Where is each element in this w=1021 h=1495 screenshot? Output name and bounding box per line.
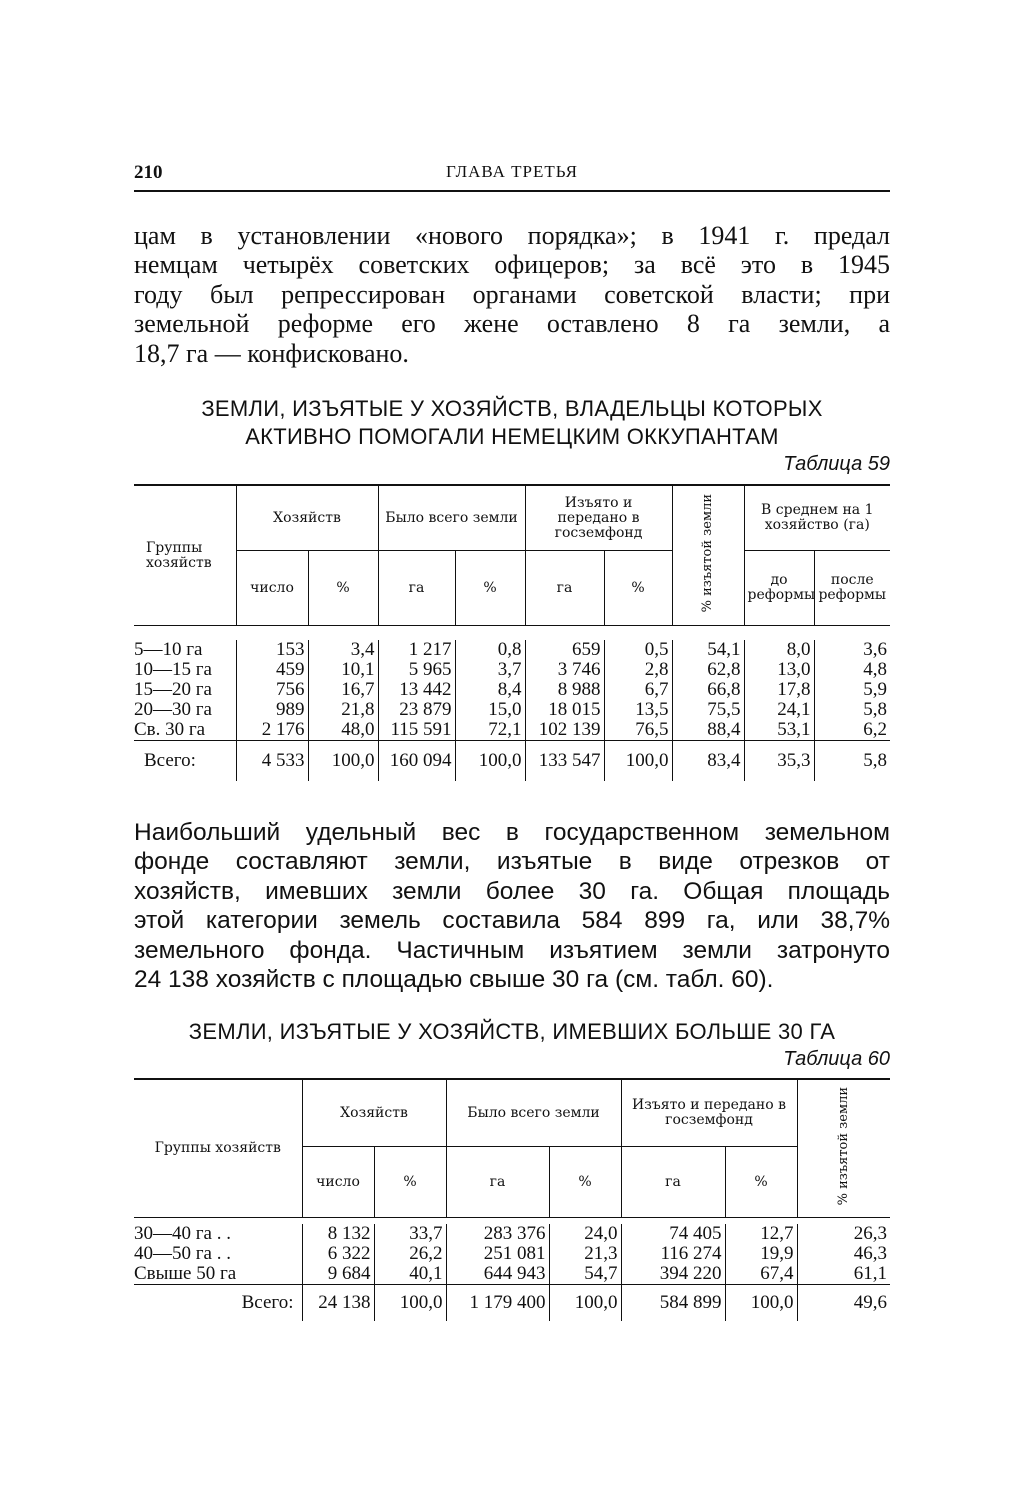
- cell: 5,8: [814, 741, 890, 782]
- table59: [134, 484, 890, 781]
- header-pct-seized: [672, 485, 744, 626]
- table-row: [134, 1244, 890, 1264]
- table-row: [134, 1224, 890, 1244]
- cell: 61,1: [797, 1264, 890, 1285]
- header-pct: %: [455, 551, 525, 626]
- cell: 9 684: [302, 1264, 374, 1285]
- header-farms: Хозяйств: [302, 1079, 446, 1147]
- header-pct-seized-text: % изъятой земли: [835, 1087, 851, 1206]
- table-row: [134, 1264, 890, 1285]
- cell: 8 132: [302, 1224, 374, 1244]
- cell: 8,0: [744, 640, 814, 660]
- cell: 989: [236, 700, 308, 720]
- total-label: Всего:: [241, 1292, 294, 1313]
- cell: 13 442: [378, 680, 455, 700]
- header-pct: %: [308, 551, 378, 626]
- cell: 133 547: [525, 741, 604, 782]
- cell: 459: [236, 660, 308, 680]
- cell: Св. 30 га: [134, 720, 236, 741]
- header-seized: Изъято и передано в госземфонд: [621, 1079, 797, 1147]
- header-pct: %: [604, 551, 672, 626]
- header-pct-seized: [797, 1079, 890, 1218]
- cell: 23 879: [378, 700, 455, 720]
- cell: 35,3: [744, 741, 814, 782]
- cell: 115 591: [378, 720, 455, 741]
- cell: 1 179 400: [446, 1285, 549, 1322]
- cell: 13,0: [744, 660, 814, 680]
- cell: 88,4: [672, 720, 744, 741]
- cell: 30—40 га . .: [134, 1223, 231, 1244]
- header-total-land: Было всего земли: [378, 485, 525, 551]
- cell: 10—15 га: [134, 659, 212, 680]
- chapter-title: ГЛАВА ТРЕТЬЯ: [446, 162, 578, 181]
- cell: 10,1: [308, 660, 378, 680]
- cell: 33,7: [374, 1224, 446, 1244]
- cell: 76,5: [604, 720, 672, 741]
- cell: 100,0: [604, 741, 672, 782]
- cell: 21,3: [549, 1244, 621, 1264]
- cell: 1 217: [378, 640, 455, 660]
- cell: 251 081: [446, 1244, 549, 1264]
- cell: 15—20 га: [134, 679, 212, 700]
- cell: 18 015: [525, 700, 604, 720]
- cell: 4,8: [814, 660, 890, 680]
- paragraph-line: Наибольший удельный вес в государственном земельном: [134, 819, 890, 846]
- cell: 153: [236, 640, 308, 660]
- paragraph-line: году был репрессирован органами советской власти; при: [134, 279, 890, 309]
- cell: 5 965: [378, 660, 455, 680]
- cell: 116 274: [621, 1244, 725, 1264]
- cell: 26,2: [374, 1244, 446, 1264]
- header-seized: Изъято и передано в госземфонд: [525, 485, 672, 551]
- cell: 5,9: [814, 680, 890, 700]
- cell: 3,4: [308, 640, 378, 660]
- cell: 3,7: [455, 660, 525, 680]
- cell: 66,8: [672, 680, 744, 700]
- cell: 21,8: [308, 700, 378, 720]
- table59-title: [134, 395, 890, 451]
- table60: [134, 1078, 890, 1321]
- cell: 6,2: [814, 720, 890, 741]
- table-row: [134, 720, 890, 741]
- cell: 74 405: [621, 1224, 725, 1244]
- header-after: после реформы: [814, 551, 890, 626]
- cell: 75,5: [672, 700, 744, 720]
- cell: 3,6: [814, 640, 890, 660]
- header-before: до реформы: [744, 551, 814, 626]
- cell: 40,1: [374, 1264, 446, 1285]
- cell: 100,0: [549, 1285, 621, 1322]
- cell: 5,8: [814, 700, 890, 720]
- cell: 3 746: [525, 660, 604, 680]
- cell: 12,7: [725, 1224, 797, 1244]
- cell: 62,8: [672, 660, 744, 680]
- paragraph-line: земельной реформе его жене оставлено 8 га земли, а: [134, 309, 890, 339]
- header-ha: га: [525, 551, 604, 626]
- total-label: Всего:: [144, 750, 196, 771]
- cell: 756: [236, 680, 308, 700]
- header-ha: га: [378, 551, 455, 626]
- paragraph-line: цам в установлении «нового порядка»; в 1941 г. предал: [134, 221, 890, 250]
- cell: 160 094: [378, 741, 455, 782]
- paragraph-line: 18,7 га — конфисковано.: [134, 338, 409, 368]
- cell: 40—50 га . .: [134, 1243, 231, 1264]
- cell: 100,0: [374, 1285, 446, 1322]
- cell: 16,7: [308, 680, 378, 700]
- cell: 54,7: [549, 1264, 621, 1285]
- cell: 8 988: [525, 680, 604, 700]
- cell: 48,0: [308, 720, 378, 741]
- cell: 100,0: [725, 1285, 797, 1322]
- header-ha: га: [621, 1147, 725, 1218]
- cell: 53,1: [744, 720, 814, 741]
- cell: 15,0: [455, 700, 525, 720]
- header-pct: %: [549, 1147, 621, 1218]
- header-number: число: [302, 1147, 374, 1218]
- cell: 24,1: [744, 700, 814, 720]
- cell: 2,8: [604, 660, 672, 680]
- paragraph-line: 24 138 хозяйств с площадью свыше 30 га (см. табл. 60).: [134, 966, 774, 994]
- paragraph-1: [134, 221, 890, 368]
- cell: 8,4: [455, 680, 525, 700]
- cell: 100,0: [308, 741, 378, 782]
- cell: 584 899: [621, 1285, 725, 1322]
- paragraph-line: фонде составляют земли, изъятые в виде отрезков от: [134, 848, 890, 876]
- cell: 83,4: [672, 741, 744, 782]
- header-pct: %: [374, 1147, 446, 1218]
- cell: 26,3: [797, 1224, 890, 1244]
- cell: 4 533: [236, 741, 308, 782]
- cell: 17,8: [744, 680, 814, 700]
- table-row: [134, 700, 890, 720]
- cell: 54,1: [672, 640, 744, 660]
- header-groups: Группы хозяйств: [134, 485, 236, 626]
- cell: 644 943: [446, 1264, 549, 1285]
- paragraph-line: земельного фонда. Частичным изъятием земли затронуто: [134, 936, 890, 964]
- cell: 24 138: [302, 1285, 374, 1322]
- cell: Свыше 50 га: [134, 1264, 302, 1285]
- paragraph-line: этой категории земель составила 584 899 га, или 38,7%: [134, 907, 890, 935]
- header-pct: %: [725, 1147, 797, 1218]
- table60-label: Таблица 60: [783, 1048, 890, 1070]
- cell: 2 176: [236, 720, 308, 741]
- table59-label: Таблица 59: [783, 453, 890, 475]
- cell: 49,6: [797, 1285, 890, 1322]
- paragraph-2: [134, 818, 890, 994]
- header-ha: га: [446, 1147, 549, 1218]
- cell: 6,7: [604, 680, 672, 700]
- page-number: 210: [134, 162, 163, 183]
- cell: 46,3: [797, 1244, 890, 1264]
- cell: 13,5: [604, 700, 672, 720]
- cell: 20—30 га: [134, 699, 212, 720]
- paragraph-line: немцам четырёх советских офицеров; за всё это в 1945: [134, 250, 890, 280]
- header-farms: Хозяйств: [236, 485, 378, 551]
- cell: 67,4: [725, 1264, 797, 1285]
- table59-title-line: АКТИВНО ПОМОГАЛИ НЕМЕЦКИМ ОККУПАНТАМ: [245, 424, 779, 449]
- total-row: [134, 1285, 890, 1322]
- cell: 19,9: [725, 1244, 797, 1264]
- header-total-land: Было всего земли: [446, 1079, 621, 1147]
- cell: 72,1: [455, 720, 525, 741]
- cell: 659: [525, 640, 604, 660]
- table-row: [134, 660, 890, 680]
- cell: 102 139: [525, 720, 604, 741]
- cell: 0,5: [604, 640, 672, 660]
- table60-title: ЗЕМЛИ, ИЗЪЯТЫЕ У ХОЗЯЙСТВ, ИМЕВШИХ БОЛЬШЕ 30 ГА: [188, 1019, 836, 1044]
- header-number: число: [236, 551, 308, 626]
- cell: 24,0: [549, 1224, 621, 1244]
- cell: 100,0: [455, 741, 525, 782]
- cell: 5—10 га: [134, 639, 203, 660]
- cell: 0,8: [455, 640, 525, 660]
- running-head: [134, 160, 890, 192]
- cell: 6 322: [302, 1244, 374, 1264]
- cell: 394 220: [621, 1264, 725, 1285]
- table-row: [134, 680, 890, 700]
- header-avg: В среднем на 1 хозяйство (га): [744, 485, 890, 551]
- header-pct-seized-text: % изъятой земли: [700, 494, 716, 613]
- table-row: [134, 640, 890, 660]
- paragraph-line: хозяйств, имевших земли более 30 га. Общая площадь: [134, 877, 890, 905]
- total-row: [134, 741, 890, 782]
- table59-title-line: ЗЕМЛИ, ИЗЪЯТЫЕ У ХОЗЯЙСТВ, ВЛАДЕЛЬЦЫ КОТОРЫХ: [201, 396, 823, 421]
- cell: 283 376: [446, 1224, 549, 1244]
- header-groups: Группы хозяйств: [134, 1079, 302, 1218]
